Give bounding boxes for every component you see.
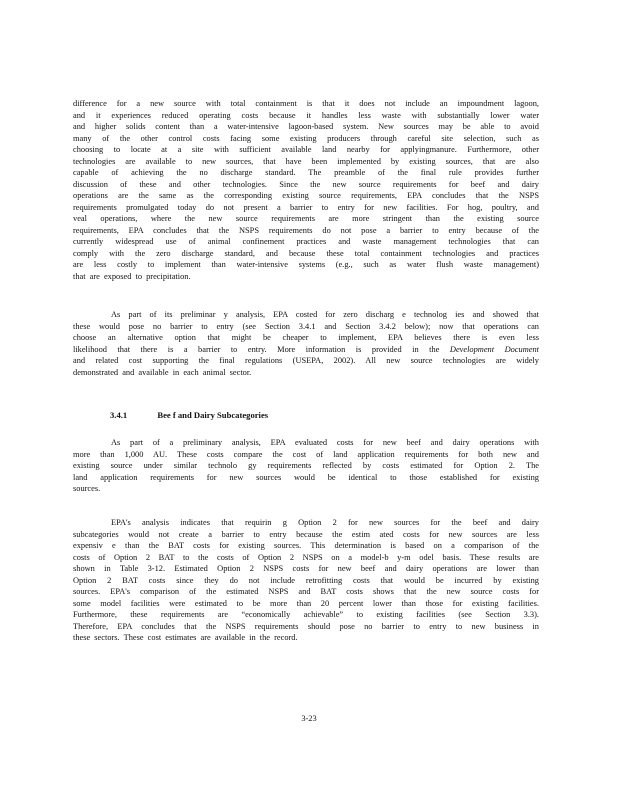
text-line: costs of Option 2 BAT to the costs of Option 2 NSPS on a model-b y-m odel basis. These results are — [73, 552, 539, 562]
paragraph-new-source-containment — [73, 98, 539, 282]
text-line: demonstrated and available in each animal sector. — [73, 367, 252, 377]
text-line: discussion of these and other technologies. Since the new source requirements for beef and dairy — [73, 179, 539, 189]
section-heading — [110, 410, 268, 420]
text-line: difference for a new source with total containment is that it does not include an impoundment lagoon, — [73, 99, 539, 108]
text-line: sources. — [73, 484, 101, 493]
text-line: As part of its preliminar y analysis, EPA costed for zero discharg e technolog ies and showed that — [111, 310, 539, 319]
text-line: choose an alternative option that might be cheaper to implement, EPA believes there is even less — [73, 333, 539, 342]
text-line: EPA's analysis indicates that requirin g Option 2 for new sources for the beef and dairy — [111, 518, 539, 527]
text-line-with-italic — [73, 344, 539, 356]
text-line: choosing to locate at a site with sufficient available land nearby for applyingmanure. Furthermore, other — [73, 145, 539, 154]
section-number: 3.4.1 — [110, 410, 128, 420]
text-line: shown in Table 3-12. Estimated Option 2 NSPS costs for new beef and dairy operations are lower than — [73, 564, 539, 573]
text-line: requirements, EPA concludes that the NSPS requirements do not pose a barrier to entry because of the — [73, 225, 539, 235]
text-segment: likelihood that there is a barrier to entry. More information is provided in the — [73, 344, 440, 354]
text-line: expensiv e than the BAT costs for existing sources. This determination is based on a comparison of the — [73, 541, 539, 550]
text-line: more than 1,000 AU. These costs compare the cost of land application requirements for both new and — [73, 449, 539, 459]
text-line: comply with the zero discharge standard, and because these total containment technologies and practices — [73, 248, 539, 258]
text-line: land application requirements for new sources would be identical to those established for existing — [73, 472, 539, 482]
text-line: As part of a preliminary analysis, EPA evaluated costs for new beef and dairy operations with — [111, 438, 539, 447]
text-line: sources. EPA's comparison of the estimated NSPS and BAT costs shows that the new source costs for — [73, 587, 539, 596]
text-line: existing source under similar technolo gy requirements reflected by costs estimated for Option 2. The — [73, 461, 539, 470]
text-line: currently widespread use of animal confinement practices and waste management technologies that can — [73, 237, 539, 246]
text-line: and higher solids content than a water-intensive lagoon-based system. New sources may be able to avoid — [73, 122, 539, 131]
text-line: that are exposed to precipitation. — [73, 271, 191, 281]
paragraph-preliminary-analysis — [73, 309, 539, 378]
text-line: these sectors. These cost estimates are available in the record. — [73, 633, 298, 642]
text-line: veal operations, where the new source requirements are more stringent than the existing source — [73, 214, 539, 223]
text-line: technologies are available to new sources, that have been implemented by existing sources, that are also — [73, 156, 539, 166]
paragraph-epa-analysis — [73, 517, 539, 644]
paragraph-beef-dairy-costs — [73, 437, 539, 495]
text-line: and it experiences reduced operating costs because it handles less waste with substantially lower water — [73, 110, 539, 120]
text-line: Furthermore, these requirements are “economically achievable” to existing facilities (see Section 3.3). — [73, 610, 539, 619]
text-line: are less costly to implement than water-intensive systems (e.g., such as water flush waste management) — [73, 260, 539, 269]
text-line: Option 2 BAT costs since they do not include retrofitting costs that would be incurred by existing — [73, 575, 539, 585]
section-title: Bee f and Dairy Subcategories — [157, 410, 269, 420]
page-number: 3-23 — [301, 714, 317, 723]
text-line: and related cost supporting the final regulations (USEPA, 2002). All new source technologies are widely — [73, 356, 539, 365]
text-line: subcategories would not create a barrier to entry because the estim ated costs for new sources are less — [73, 529, 539, 539]
text-line: operations are the same as the corresponding existing source requirements, EPA concludes that the NSPS — [73, 191, 539, 200]
italic-reference: Development Document — [449, 344, 539, 354]
text-line: requirements promulgated today do not present a barrier to entry for new facilities. For hog, poultry, and — [73, 202, 539, 212]
text-line: some model facilities were estimated to be more than 20 percent lower than those for existing facilities. — [73, 598, 539, 608]
text-line: these would pose no barrier to entry (see Section 3.4.1 and Section 3.4.2 below); now that operations can — [73, 321, 539, 331]
text-line: capable of achieving the no discharge standard. The preamble of the final rule provides further — [73, 168, 539, 177]
text-line: Therefore, EPA concludes that the NSPS requirements should pose no barrier to entry to new business in — [73, 621, 539, 631]
text-line: many of the other control costs facing some existing producers through careful site selection, such as — [73, 133, 539, 143]
